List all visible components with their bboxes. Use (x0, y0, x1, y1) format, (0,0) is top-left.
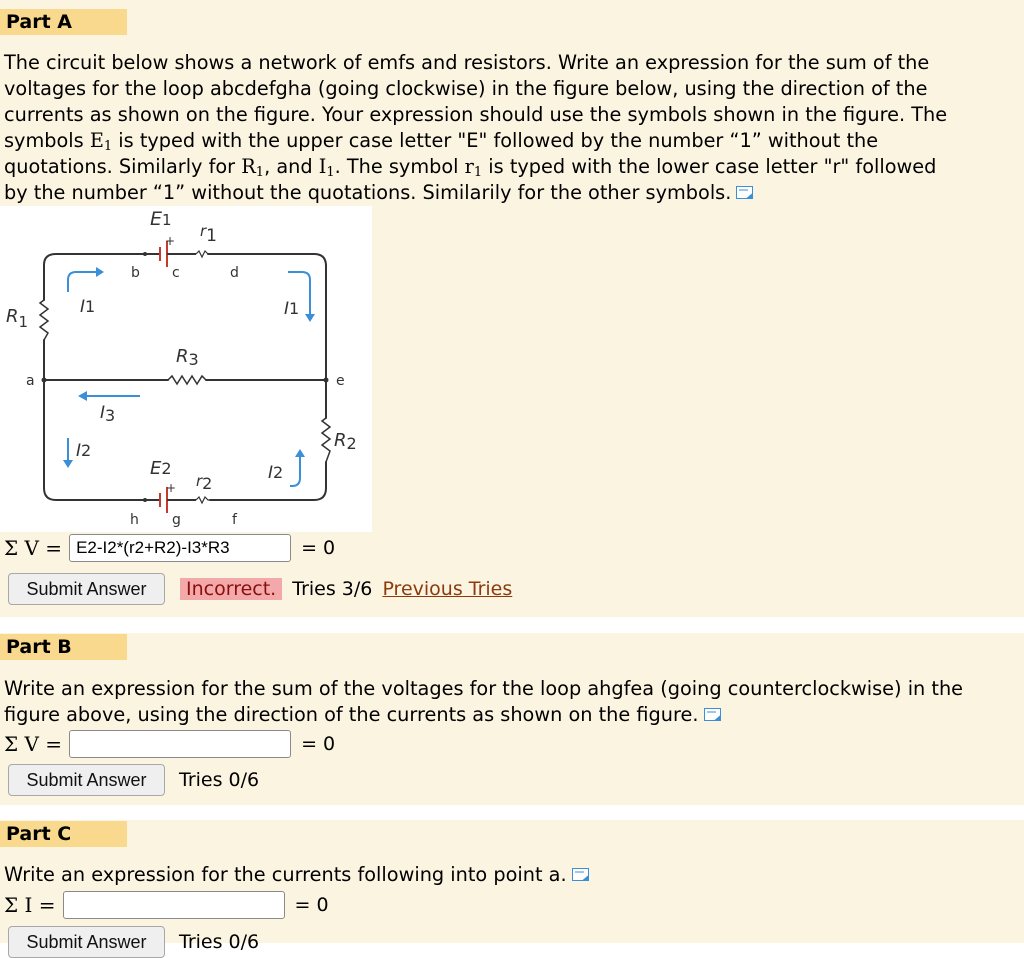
label-node-d: d (230, 265, 239, 281)
part-c-equals: = 0 (294, 894, 329, 916)
part-c-text: Write an expression for the currents following into point a. (4, 863, 567, 886)
symbol-small-r1: r (464, 155, 474, 178)
symbol-e1-sub: 1 (103, 139, 113, 154)
part-c-section (0, 820, 1024, 953)
part-b-tries: Tries 0/6 (179, 769, 260, 791)
label-r1: $R_1$ (6, 306, 29, 331)
node-b-dot (143, 252, 147, 256)
part-a-answer-row (4, 533, 335, 563)
symbol-i1: I (318, 155, 327, 178)
symbol-r1: R (241, 155, 256, 178)
label-e2: E2 (150, 458, 172, 479)
part-b-line-1: Write an expression for the sum of the voltages for the loop ahgfea (going counterclockwise) in the (4, 677, 964, 700)
label-r3: R3 (176, 346, 199, 369)
label-i2-left: I2 (76, 441, 92, 461)
note-icon[interactable] (736, 186, 753, 201)
symbol-small-r1-sub: 1 (473, 165, 483, 180)
part-a-tries: Tries 3/6 (292, 578, 373, 600)
symbol-r1-sub: 1 (255, 165, 265, 180)
part-b-label: Part B (0, 634, 127, 660)
part-b-answer-row (4, 729, 335, 759)
label-r1-small: r1 (200, 222, 217, 246)
part-b-line-2-text: figure above, using the direction of the currents as shown on the figure. (4, 703, 699, 726)
label-node-f: f (232, 512, 237, 528)
part-b-line-2 (4, 702, 721, 728)
label-i1-right: I1 (284, 299, 300, 319)
symbol-i1-sub: 1 (326, 165, 335, 180)
part-a-equals: = 0 (301, 537, 336, 559)
line4-text-b: is typed with the upper case letter "E" followed by the number “1” without the (112, 129, 879, 152)
part-a-label: Part A (0, 9, 127, 35)
part-b-section (0, 633, 1024, 805)
label-i3: I3 (100, 403, 116, 425)
label-r2: R2 (334, 430, 357, 453)
label-node-a: a (26, 373, 35, 389)
label-node-c: c (172, 265, 180, 281)
part-c-line-1 (4, 862, 589, 888)
part-a-line-6 (4, 180, 753, 206)
part-c-label: Part C (0, 821, 127, 847)
note-icon[interactable] (704, 708, 721, 723)
part-a-line-1: The circuit below shows a network of emfs and resistors. Write an expression for the sum of the (4, 51, 930, 74)
line5-text-b: , and (264, 155, 319, 178)
part-a-answer-input[interactable]: E2-I2*(r2+R2)-I3*R3 (69, 534, 291, 562)
label-node-h: h (130, 512, 139, 528)
label-plus-2: + (166, 481, 177, 495)
label-node-b: b (131, 265, 140, 281)
node-h-dot (143, 498, 147, 502)
note-icon[interactable] (572, 868, 589, 883)
part-a-sum-label: Σ V = (4, 536, 63, 560)
label-i2-right: I2 (268, 463, 284, 483)
part-c-sum-label: Σ I = (4, 893, 56, 917)
part-b-submit-button[interactable]: Submit Answer (8, 764, 165, 796)
label-node-g: g (172, 512, 181, 528)
label-node-e: e (336, 373, 345, 389)
part-a-line-3: currents as shown on the figure. Your expression should use the symbols shown in the figure. The (4, 103, 948, 126)
label-i1-left: I1 (80, 297, 96, 317)
part-b-equals: = 0 (301, 733, 336, 755)
part-c-answer-input[interactable] (63, 891, 285, 919)
part-c-answer-row (4, 890, 329, 920)
previous-tries-link[interactable]: Previous Tries (382, 578, 513, 600)
part-a-status (180, 573, 512, 605)
line5-text-c: . The symbol (334, 155, 465, 178)
line6-text: by the number “1” without the quotations. Similarily for the other symbols. (4, 181, 732, 204)
node-e-dot (324, 378, 329, 383)
incorrect-badge: Incorrect. (180, 578, 282, 600)
circuit-diagram (0, 206, 372, 532)
line5-text-d: is typed with the lower case letter "r" followed (482, 155, 937, 178)
part-a-line-2: voltages for the loop abcdefgha (going clockwise) in the figure below, using the direction of the (4, 77, 928, 100)
part-c-submit-button[interactable]: Submit Answer (8, 926, 165, 958)
label-plus-1: + (165, 234, 176, 248)
part-a-submit-button[interactable]: Submit Answer (8, 573, 165, 605)
symbol-e1: E (89, 129, 104, 152)
part-c-tries: Tries 0/6 (179, 931, 260, 953)
line4-text-a: symbols (4, 129, 90, 152)
label-e1: E1 (150, 208, 172, 230)
part-b-sum-label: Σ V = (4, 732, 63, 756)
node-a-dot (42, 378, 47, 383)
line5-text-a: quotations. Similarly for (4, 155, 242, 178)
part-b-answer-input[interactable] (69, 730, 291, 758)
label-r2-small: r2 (196, 472, 213, 493)
